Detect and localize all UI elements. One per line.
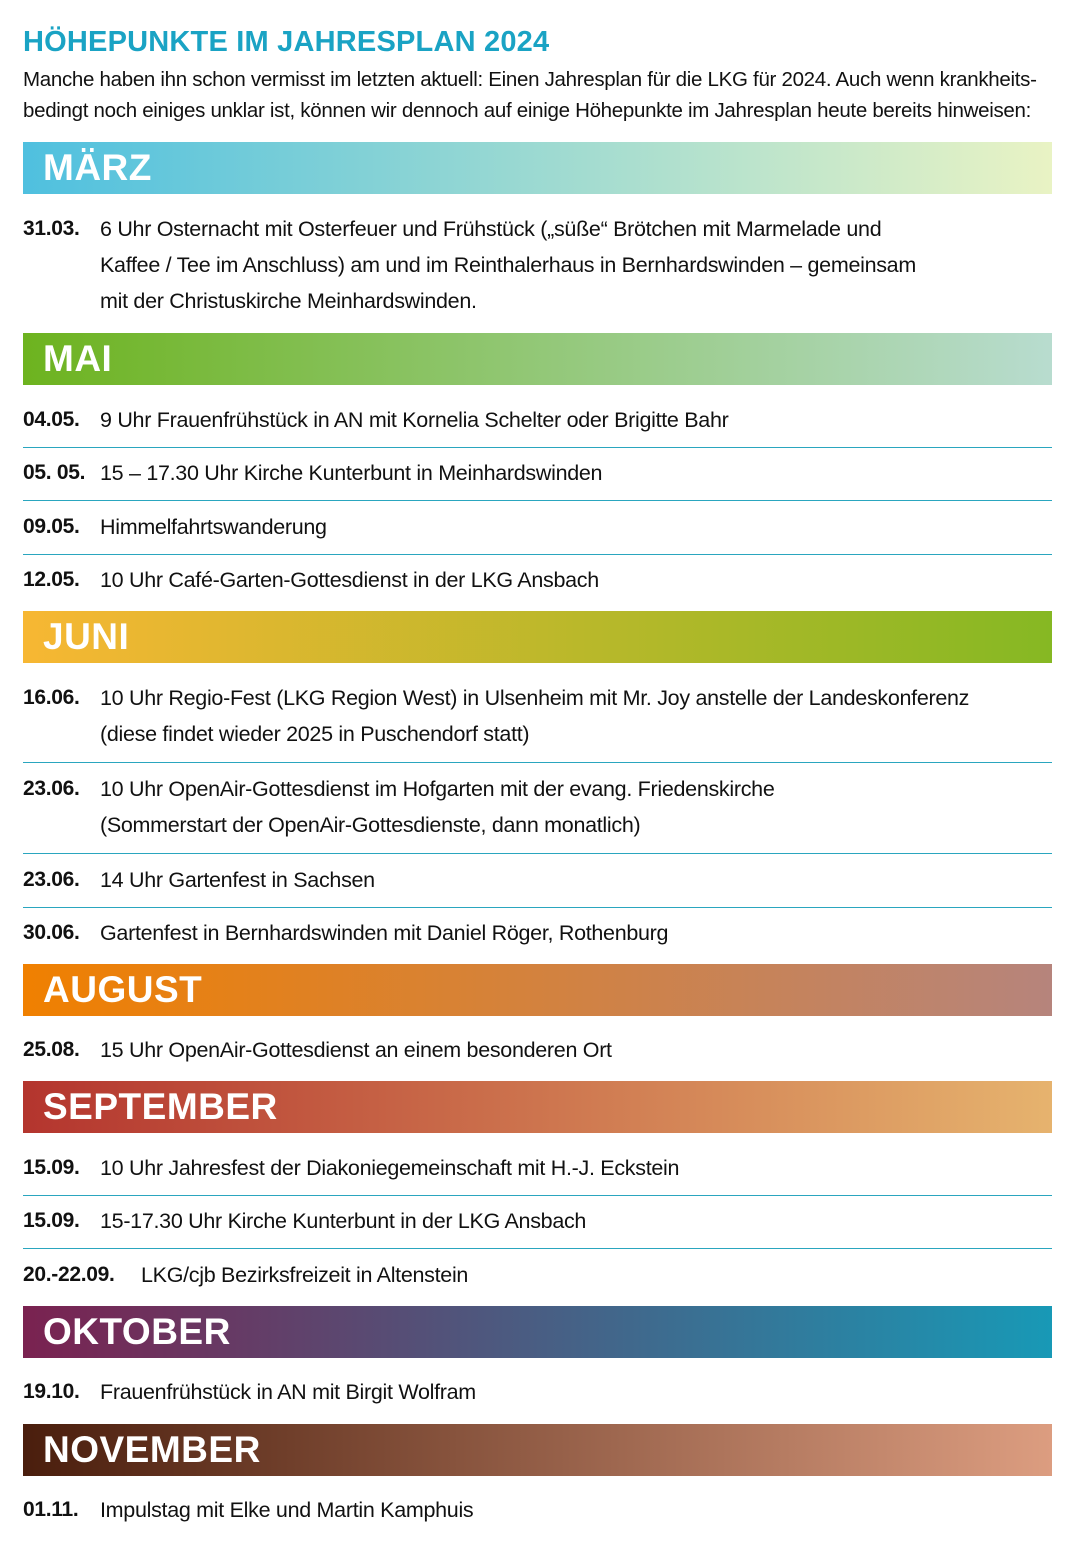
event-date: 30.06. (23, 921, 80, 944)
event-entry (23, 1257, 1052, 1302)
event-date: 01.11. (23, 1498, 79, 1521)
month-band (23, 611, 1052, 663)
event-description-line: (diese findet wieder 2025 in Puschendorf statt) (100, 722, 530, 746)
event-entry (23, 455, 1052, 501)
event-description (100, 771, 774, 843)
month-band (23, 1081, 1052, 1133)
event-date: 25.08. (23, 1038, 80, 1061)
event-date: 23.06. (23, 777, 80, 800)
event-entry (23, 211, 1052, 313)
event-description-line: 9 Uhr Frauenfrühstück in AN mit Kornelia Schelter oder Brigitte Bahr (100, 408, 729, 432)
event-description-line: 15 Uhr OpenAir-Gottesdienst an einem besonderen Ort (100, 1038, 612, 1062)
event-description (100, 1203, 586, 1239)
month-heading: MAI (43, 338, 113, 379)
event-date: 15.09. (23, 1209, 80, 1232)
event-date: 12.05. (23, 568, 80, 591)
event-description (100, 1374, 476, 1410)
event-entry (23, 1374, 1052, 1419)
event-description-line: LKG/cjb Bezirksfreizeit in Altenstein (141, 1263, 469, 1287)
event-entry (23, 402, 1052, 448)
event-description (100, 455, 602, 491)
event-description-line: 10 Uhr Jahresfest der Diakoniegemeinschaft mit H.-J. Eckstein (100, 1156, 680, 1180)
month-heading: NOVEMBER (43, 1429, 261, 1470)
event-date: 23.06. (23, 868, 80, 891)
event-entry (23, 562, 1052, 607)
month-band (23, 1306, 1052, 1358)
month-heading: JUNI (43, 616, 130, 657)
month-band (23, 1424, 1052, 1476)
event-description-line: 10 Uhr Café-Garten-Gottesdienst in der LKG Ansbach (100, 568, 599, 592)
event-description-line: Frauenfrühstück in AN mit Birgit Wolfram (100, 1380, 476, 1404)
month-band (23, 142, 1052, 194)
event-date: 20.-22.09. (23, 1263, 115, 1286)
event-date: 09.05. (23, 515, 80, 538)
event-description-line: Gartenfest in Bernhardswinden mit Daniel Röger, Rothenburg (100, 921, 669, 945)
event-entry (23, 862, 1052, 908)
intro-line: bedingt noch einiges unklar ist, können wir dennoch auf einige Höhepunkte im Jahresplan heute bereits hinweisen: (23, 99, 1032, 122)
event-description (100, 680, 969, 752)
event-entry (23, 680, 1052, 763)
event-description-line: (Sommerstart der OpenAir-Gottesdienste, dann monatlich) (100, 813, 641, 837)
event-description (100, 562, 599, 598)
event-entry (23, 1150, 1052, 1196)
event-entry (23, 1492, 1052, 1537)
event-date: 16.06. (23, 686, 80, 709)
intro-line: Manche haben ihn schon vermisst im letzten aktuell: Einen Jahresplan für die LKG für 2024. Auch wenn krankheits- (23, 68, 1037, 91)
event-description-line: mit der Christuskirche Meinhardswinden. (100, 289, 477, 313)
event-description (141, 1257, 468, 1293)
event-description-line: Himmelfahrtswanderung (100, 515, 327, 539)
month-band (23, 333, 1052, 385)
event-date: 05. 05. (23, 461, 86, 484)
month-heading: SEPTEMBER (43, 1086, 278, 1127)
event-entry (23, 1032, 1052, 1077)
event-description-line: 14 Uhr Gartenfest in Sachsen (100, 868, 375, 892)
event-entry (23, 915, 1052, 960)
month-heading: MÄRZ (43, 147, 152, 188)
event-entry (23, 1203, 1052, 1249)
event-description-line: 15 – 17.30 Uhr Kirche Kunterbunt in Meinhardswinden (100, 461, 603, 485)
month-band (23, 964, 1052, 1016)
event-description (100, 915, 668, 951)
page-title: HÖHEPUNKTE IM JAHRESPLAN 2024 (23, 26, 550, 58)
month-heading: OKTOBER (43, 1311, 231, 1352)
intro-paragraph (23, 64, 1052, 126)
event-entry (23, 509, 1052, 555)
event-entry (23, 771, 1052, 854)
event-description (100, 862, 375, 898)
event-date: 04.05. (23, 408, 80, 431)
event-description-line: Kaffee / Tee im Anschluss) am und im Reinthalerhaus in Bernhardswinden – gemeinsam (100, 253, 916, 277)
event-description-line: 10 Uhr Regio-Fest (LKG Region West) in Ulsenheim mit Mr. Joy anstelle der Landeskonferenz (100, 686, 970, 710)
event-description-line: 6 Uhr Osternacht mit Osterfeuer und Frühstück („süße“ Brötchen mit Marmelade und (100, 217, 882, 241)
event-description-line: Impulstag mit Elke und Martin Kamphuis (100, 1498, 474, 1522)
event-description (100, 211, 916, 319)
event-date: 31.03. (23, 217, 80, 240)
event-description (100, 1150, 679, 1186)
month-heading: AUGUST (43, 969, 203, 1010)
event-description (100, 402, 728, 438)
event-description-line: 15-17.30 Uhr Kirche Kunterbunt in der LKG Ansbach (100, 1209, 587, 1233)
event-date: 19.10. (23, 1380, 80, 1403)
event-description (100, 1492, 473, 1528)
event-description-line: 10 Uhr OpenAir-Gottesdienst im Hofgarten mit der evang. Friedenskirche (100, 777, 775, 801)
event-description (100, 1032, 612, 1068)
event-description (100, 509, 327, 545)
event-date: 15.09. (23, 1156, 80, 1179)
